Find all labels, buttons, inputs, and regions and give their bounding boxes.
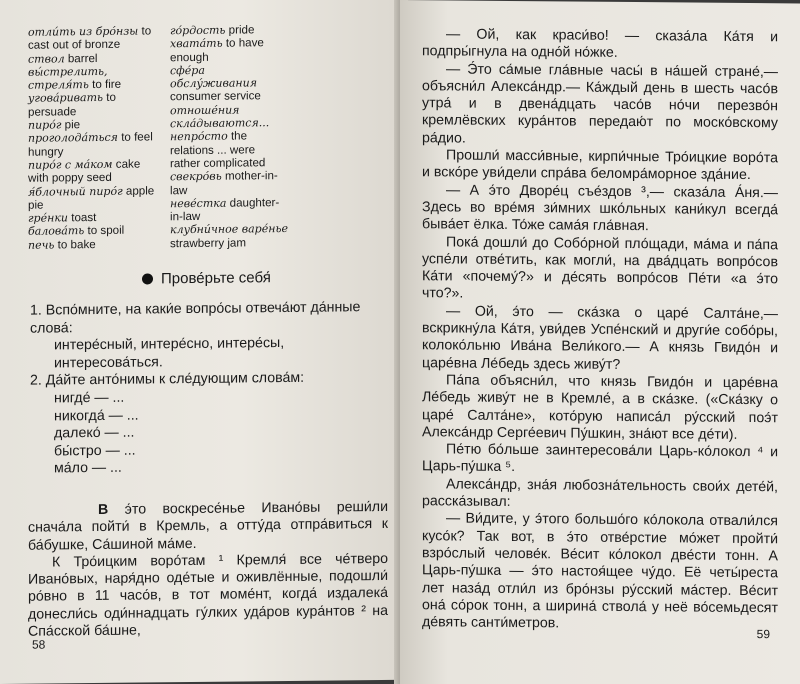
check-title: Прове́рьте себя́ <box>161 269 271 288</box>
glossary-russian: неве́стка <box>170 196 227 211</box>
glossary-russian: хвата́ть <box>170 36 223 51</box>
antonym-item: бы́стро — ... <box>54 442 136 460</box>
glossary-column-1 <box>28 24 156 251</box>
glossary-english: pie <box>64 118 81 132</box>
paragraph: Пе́тю бо́льше заинтересова́ли Царь-ко́локол ⁴ и Царь-пу́шка ⁵. <box>422 441 778 476</box>
glossary-russian: проголода́ться <box>28 131 118 146</box>
glossary-entry <box>170 222 288 250</box>
page-number: 58 <box>32 637 46 652</box>
paragraph: — Ой, как краси́во! — сказа́ла Ка́тя и подпры́гнула на одно́й но́жке. <box>422 26 778 62</box>
glossary-russian: пиро́г <box>28 118 62 132</box>
glossary-entry <box>28 91 156 119</box>
glossary <box>28 22 388 252</box>
glossary-entry <box>28 237 156 252</box>
glossary-russian: вы́стрелить, стреля́ть <box>28 64 108 92</box>
glossary-russian: отноше́ния скла́дываются... непро́сто <box>170 103 270 144</box>
paragraph: — Э́то са́мые гла́вные часы́ в на́шей стране́,— объясни́л Алекса́ндр.— Ка́ждый день в шесть часо́в утра́ и в двена́дцать часо́в но́чи перезво́н кремлёвских кура́нтов передаю́т по моско́вскому ра́дио. <box>422 60 778 147</box>
paragraph: — А э́то Дворе́ц съе́здов ³,— сказа́ла А́ня.— Здесь во вре́мя зи́мних шко́льных кани́кул всегда́ быва́ет ёлка. То́же сама́я гла́вная. <box>422 182 778 235</box>
glossary-entry <box>170 63 288 104</box>
bullet-icon <box>142 273 153 284</box>
glossary-english: consumer service <box>170 89 261 104</box>
glossary-entry <box>28 184 156 212</box>
glossary-english: barrel <box>67 51 98 65</box>
right-page <box>400 0 800 684</box>
question-2: 2. Да́йте анто́нимы к сле́дующим слова́м: <box>30 370 305 390</box>
glossary-russian: сфе́ра обслу́живания <box>170 63 258 91</box>
antonym-item: нигде́ — ... <box>54 389 125 407</box>
glossary-entry <box>170 23 288 38</box>
paragraph: Па́па объясни́л, что князь Гвидо́н и царе́вна Ле́бедь живу́т не в Кремле́, а в ска́зке. («Ска́зку о царе́ Салта́не», кото́рую написа́л ру́сский поэ́т Алекса́ндр Серге́евич Пу́шкин, зна́ют все де́ти). <box>422 372 778 443</box>
glossary-russian: клубни́чное варе́нье <box>170 222 288 237</box>
glossary-english: mother-in-law <box>170 169 278 197</box>
glossary-entry <box>170 169 288 197</box>
glossary-russian: гре́нки <box>28 211 69 225</box>
glossary-entry <box>28 24 156 52</box>
section-heading <box>142 268 388 288</box>
page-number: 59 <box>756 627 770 642</box>
glossary-english: to feel hungry <box>28 130 153 159</box>
lead-letter: В <box>98 501 109 518</box>
glossary-english: to bake <box>57 237 96 252</box>
glossary-entry <box>170 36 288 64</box>
antonym-item: далеко́ — ... <box>54 424 135 442</box>
glossary-russian: го́рдость <box>170 23 226 38</box>
glossary-english: toast <box>71 211 97 225</box>
glossary-english: apple pie <box>28 183 155 212</box>
glossary-russian: пиро́г с ма́ком <box>28 157 113 172</box>
glossary-entry <box>170 196 288 224</box>
glossary-russian: угова́ривать <box>28 91 104 106</box>
paragraph: К Тро́ицким воро́там ¹ Кремля́ все че́тверо Ивано́вых, наря́дно оде́тые и оживлённые, подошли́ ро́вно в 11 часо́в, в тот моме́нт, когда́ издалека́ донесли́сь оди́ннадцать гу́лких уда́ров кура́нтов ² на Спа́сской ба́шне, <box>28 550 388 640</box>
glossary-english: daughter-in-law <box>170 195 280 224</box>
glossary-entry <box>28 131 156 159</box>
glossary-russian: отли́ть из бро́нзы <box>28 24 139 39</box>
exercises <box>30 299 388 479</box>
glossary-english: to cast out of bronze <box>28 24 152 53</box>
antonym-item: никогда́ — ... <box>54 407 139 425</box>
glossary-english: the relations ... were rather complicated <box>170 129 266 171</box>
question-1: 1. Вспо́мните, на каки́е вопро́сы отвеча́ют да́нные слова́: <box>30 299 361 337</box>
glossary-english: pride <box>228 23 255 37</box>
right-body-text <box>422 26 778 634</box>
paragraph: — Ой, э́то — ска́зка о царе́ Салта́не,— вскрикну́ла Ка́тя, уви́дев Успе́нский и други́е собо́ры, колоко́льню Ива́на Вели́кого.— А князь Гвидо́н и царе́вна Ле́бедь здесь живу́т? <box>422 303 778 373</box>
glossary-english: strawberry jam <box>170 236 247 250</box>
glossary-entry <box>28 224 156 239</box>
glossary-english: cake with poppy seed <box>28 157 141 185</box>
antonym-item: ма́ло — ... <box>54 460 122 477</box>
paragraph: Прошли́ масси́вные, кирпи́чные Тро́ицкие воро́та и вско́ре уви́дели спра́ва беломра́морное зда́ние. <box>422 147 778 184</box>
glossary-russian: свекро́вь <box>170 169 222 184</box>
glossary-english: to persuade <box>28 91 116 119</box>
paragraph: Алекса́ндр, зна́я любозна́тельность свои́х дете́й, расска́зывал: <box>422 476 778 510</box>
glossary-entry <box>28 64 156 92</box>
glossary-english: to fire <box>92 77 122 92</box>
glossary-entry <box>28 51 156 66</box>
glossary-entry <box>28 157 156 185</box>
glossary-entry <box>28 117 156 132</box>
paragraph: — Ви́дите, у э́того большо́го ко́локола отвали́лся кусо́к? Так вот, в э́то отве́рстие мо́жет пройти́ взро́слый челове́к. Ве́сит ко́локол две́сти тонн. А Царь-пу́шка — э́то настоя́щее чу́до. Её четы́реста лет наза́д отли́л из бро́нзы ру́сский ма́стер. Ве́сит она́ со́рок тонн, а ширина́ ствола́ у неё во́семьдесят де́вять санти́метров. <box>422 510 778 632</box>
glossary-entry <box>170 103 288 171</box>
glossary-entry <box>28 211 156 226</box>
glossary-russian: балова́ть <box>28 224 85 239</box>
glossary-russian: я́блочный пиро́г <box>28 184 123 199</box>
glossary-column-2 <box>170 23 288 250</box>
glossary-russian: ствол <box>28 51 65 66</box>
glossary-english: to spoil <box>87 224 125 238</box>
left-body-text <box>28 499 388 641</box>
paragraph: Пока́ дошли́ до Собо́рной пло́щади, ма́ма и па́па успе́ли отве́тить, как могли́, на два́дцать вопро́сов Ка́ти «почему́?» и де́сять вопро́сов Пе́ти «а э́то что?». <box>422 233 778 303</box>
paragraph: В э́то воскресе́нье Ивано́вы реши́ли снача́ла пойти́ в Кремль, а отту́да отпра́виться к ба́бушке, Са́шиной ма́ме. <box>28 498 388 554</box>
glossary-english: to have enough <box>170 36 264 64</box>
question-1-words: интере́сный, интере́сно, интере́сы, интересова́ться. <box>54 335 285 372</box>
glossary-russian: печь <box>28 238 55 252</box>
